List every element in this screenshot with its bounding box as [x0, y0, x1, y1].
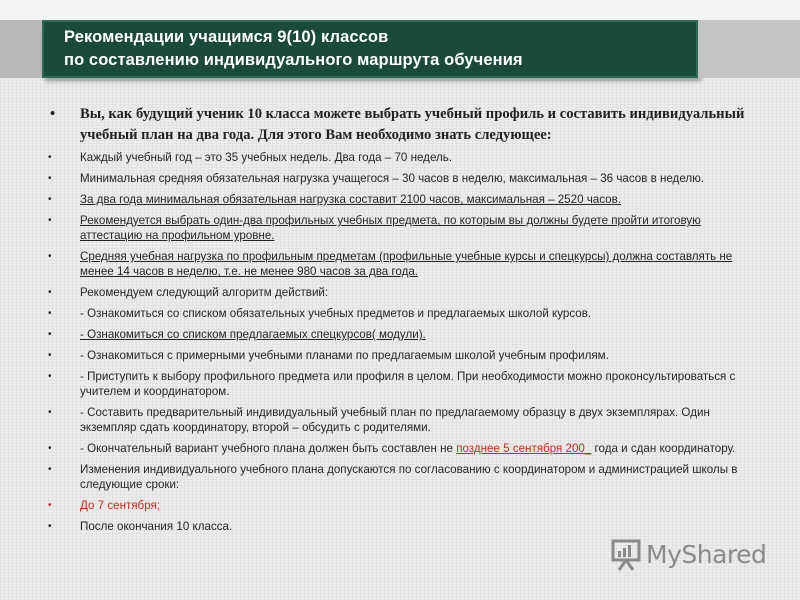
bullet-icon: • — [48, 173, 52, 184]
list-item — [40, 327, 756, 342]
list-item — [40, 498, 756, 513]
slide-title-bar — [42, 20, 698, 78]
list-item-text-before: - Окончательный вариант учебного плана должен быть составлен не — [80, 442, 457, 455]
list-item — [40, 462, 756, 492]
bullet-icon: • — [48, 521, 52, 532]
bullet-icon: • — [48, 251, 52, 262]
list-item-text: - Ознакомиться со списком обязательных учебных предметов и предлагаемых школой курсов. — [80, 307, 592, 320]
list-item-text: - Приступить к выбору профильного предмета или профиля в целом. При необходимости можно проконсультироваться с учителем и координатором. — [80, 370, 736, 398]
list-item — [40, 369, 756, 399]
right-accent-block — [698, 20, 800, 78]
list-item — [40, 405, 756, 435]
list-item — [40, 213, 756, 243]
logo-text: MyShared — [646, 540, 767, 569]
bullet-icon: • — [48, 287, 52, 298]
top-stripe — [0, 0, 800, 20]
list-item-text: Изменения индивидуального учебного плана допускаются по согласованию с координатором и администрацией школы в следующие сроки: — [80, 463, 738, 491]
list-item-text: Рекомендуем следующий алгоритм действий: — [80, 286, 329, 299]
list-item-text: - Ознакомиться со списком предлагаемых спецкурсов( модули). — [80, 328, 426, 341]
list-item-text: Средняя учебная нагрузка по профильным предметам (профильные учебные курсы и спецкурсы) должна составлять не менее 14 часов в неделю, т.е. не менее 980 часов за два года. — [80, 250, 733, 278]
bullet-icon: • — [48, 500, 52, 511]
bullet-icon: • — [48, 407, 52, 418]
list-item — [40, 306, 756, 321]
lead-text: Вы, как будущий ученик 10 класса можете выбрать учебный профиль и составить индивидуальный учебный план на два года. Для этого Вам необходимо знать следующее: — [80, 106, 745, 143]
list-item-text-after: года и сдан координатору. — [591, 442, 736, 455]
slide-title-line-2: по составлению индивидуального маршрута обучения — [64, 51, 523, 69]
bullet-icon: • — [48, 371, 52, 382]
list-item-text: - Составить предварительный индивидуальный учебный план по предлагаемому образцу в двух экземплярах. Один экземпляр сдать координатору, второй – обсудить с родителями. — [80, 406, 710, 434]
bullet-icon: • — [50, 106, 56, 122]
list-item — [40, 150, 756, 165]
list-item-text: Минимальная средняя обязательная нагрузка учащегося – 30 часов в неделю, максимальная – 36 часов в неделю. — [80, 172, 705, 185]
bullet-icon: • — [48, 215, 52, 226]
list-item-text: За два года минимальная обязательная нагрузка составит 2100 часов, максимальная – 2520 часов. — [80, 193, 621, 206]
list-item-text: - Ознакомиться с примерными учебными планами по предлагаемым школой учебным профилям. — [80, 349, 609, 362]
list-item-text: До 7 сентября; — [80, 499, 161, 512]
left-accent-block — [0, 20, 42, 78]
slide-title-line-1: Рекомендации учащимся 9(10) классов — [64, 28, 389, 46]
watermark-logo — [610, 536, 770, 576]
bullet-icon: • — [48, 350, 52, 361]
list-item — [40, 348, 756, 363]
bullet-icon: • — [48, 464, 52, 475]
presentation-board-icon — [610, 538, 642, 572]
bullet-icon: • — [48, 443, 52, 454]
slide-content — [40, 104, 756, 540]
list-item — [40, 249, 756, 279]
recommendation-list — [40, 150, 756, 534]
bullet-icon: • — [48, 194, 52, 205]
list-item — [40, 171, 756, 186]
lead-paragraph — [40, 104, 756, 146]
bullet-icon: • — [48, 329, 52, 340]
bullet-icon: • — [48, 152, 52, 163]
list-item-text: Рекомендуется выбрать один-два профильных учебных предмета, по которым вы должны будете пройти итоговую аттестацию на профильном уровне. — [80, 214, 701, 242]
list-item-text: После окончания 10 класса. — [80, 520, 233, 533]
list-item — [40, 441, 756, 456]
list-item — [40, 192, 756, 207]
list-item-text: Каждый учебный год – это 35 учебных недель. Два года – 70 недель. — [80, 151, 453, 164]
list-item — [40, 285, 756, 300]
deadline-highlight: позднее 5 сентября 200_ — [456, 442, 592, 455]
bullet-icon: • — [48, 308, 52, 319]
list-item — [40, 519, 756, 534]
